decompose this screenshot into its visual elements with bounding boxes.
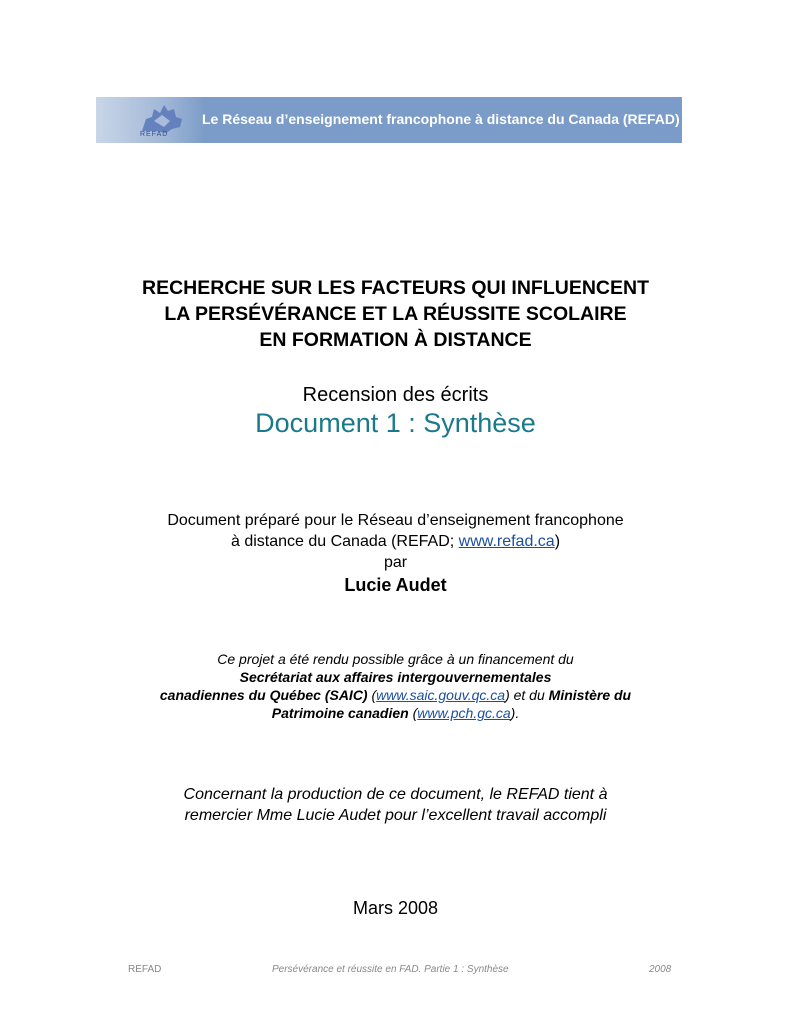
paren-open: ( (367, 687, 377, 703)
funding-org2-part2: Patrimoine canadien (271, 705, 409, 721)
funding-org2-part1: Ministère du (548, 687, 632, 703)
funding-line-4: Patrimoine canadien (www.pch.gc.ca). (271, 705, 520, 721)
title-line-3: EN FORMATION À DISTANCE (259, 329, 532, 351)
footer-right: 2008 (649, 964, 672, 975)
thanks-line-2: remercier Mme Lucie Audet pour l’excellent travail accompli (184, 807, 607, 824)
author-name: Lucie Audet (344, 575, 447, 595)
refad-logo (136, 101, 188, 141)
footer-center: Persévérance et réussite en FAD. Partie 1 : Synthèse (272, 964, 509, 975)
prepared-by: par (383, 554, 408, 571)
main-title (0, 275, 791, 353)
funding-org1-line2: canadiennes du Québec (SAIC) (159, 687, 368, 703)
funding-end: ). (510, 705, 520, 721)
funding-mid: ) et du (505, 687, 549, 703)
refad-link[interactable]: www.refad.ca (458, 533, 555, 550)
thanks-line-1: Concernant la production de ce document, le REFAD tient à (183, 786, 608, 803)
funding-line-3 (0, 686, 791, 704)
title-line-1: RECHERCHE SUR LES FACTEURS QUI INFLUENCENT (141, 277, 650, 299)
funding-notice (0, 650, 791, 722)
prepared-for (0, 510, 791, 573)
banner-title: Le Réseau d’enseignement francophone à distance du Canada (REFAD) (202, 111, 680, 127)
title-line-2: LA PERSÉVÉRANCE ET LA RÉUSSITE SCOLAIRE (164, 303, 627, 325)
prepared-line-2-end: ) (554, 533, 561, 550)
publication-date: Mars 2008 (352, 898, 439, 918)
document-title: Document 1 : Synthèse (255, 408, 536, 438)
pch-link[interactable]: www.pch.gc.ca (417, 705, 511, 721)
maple-map-icon (136, 101, 188, 135)
prepared-line-2 (0, 531, 791, 552)
header-banner (96, 97, 682, 143)
prepared-line-2-text: à distance du Canada (REFAD; (230, 533, 459, 550)
funding-line-1: Ce projet a été rendu possible grâce à un financement du (217, 651, 574, 667)
subtitle: Recension des écrits (302, 384, 489, 406)
footer-left: REFAD (128, 964, 162, 975)
funding-org1-line1: Secrétariat aux affaires intergouvernementales (239, 669, 552, 685)
saic-link[interactable]: www.saic.gouv.qc.ca (376, 687, 506, 703)
acknowledgement (0, 784, 791, 826)
prepared-line-1: Document préparé pour le Réseau d’enseignement francophone (167, 512, 624, 529)
logo-text: REFAD (140, 131, 169, 138)
